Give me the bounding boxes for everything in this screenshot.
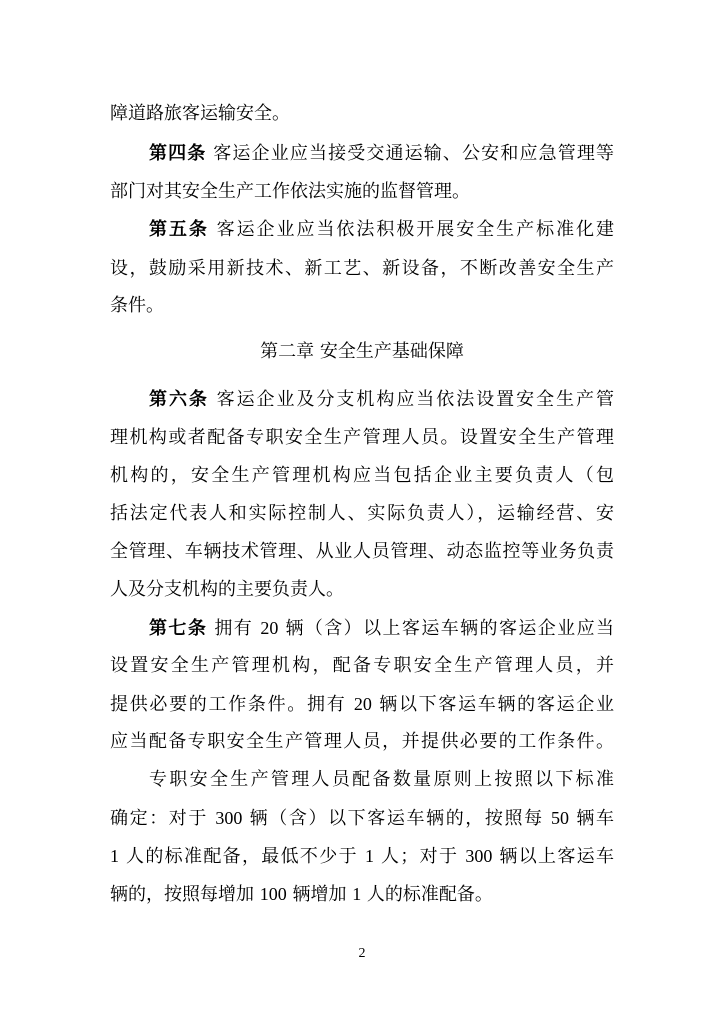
text-line: 障道路旅客运输安全。 (110, 103, 290, 124)
article-5-line-2: 设，鼓励采用新技术、新工艺、新设备，不断改善安全生产 (110, 258, 614, 279)
article-number: 第七条 (149, 618, 208, 639)
staffing-line-2: 确定：对于 300 辆（含）以下客运车辆的，按照每 50 辆车 (110, 808, 614, 829)
article-4-line-1: 第四条 客运企业应当接受交通运输、公安和应急管理等 (149, 143, 614, 164)
page-number: 2 (358, 946, 366, 961)
article-6-line-2: 理机构或者配备专职安全生产管理人员。设置安全生产管理 (110, 427, 614, 448)
article-5-line-3: 条件。 (110, 295, 164, 316)
staffing-line-1: 专职安全生产管理人员配备数量原则上按照以下标准 (149, 769, 614, 790)
article-7-line-2: 设置安全生产管理机构，配备专职安全生产管理人员，并 (110, 655, 614, 676)
staffing-line-3: 1 人的标准配备，最低不少于 1 人；对于 300 辆以上客运车 (110, 846, 614, 867)
chapter-heading: 第二章 安全生产基础保障 (260, 341, 464, 362)
article-7-line-4: 应当配备专职安全生产管理人员，并提供必要的工作条件。 (110, 731, 614, 752)
staffing-line-4: 辆的，按照每增加 100 辆增加 1 人的标准配备。 (110, 884, 493, 905)
article-7-line-3: 提供必要的工作条件。拥有 20 辆以下客运车辆的客运企业 (110, 694, 614, 715)
article-6-line-1: 第六条 客运企业及分支机构应当依法设置安全生产管 (149, 389, 614, 410)
article-6-line-3: 机构的，安全生产管理机构应当包括企业主要负责人（包 (110, 465, 614, 486)
article-number: 第四条 (149, 143, 207, 164)
article-6-line-5: 全管理、车辆技术管理、从业人员管理、动态监控等业务负责 (110, 541, 614, 562)
article-6-line-4: 括法定代表人和实际控制人、实际负责人），运输经营、安 (110, 503, 614, 524)
article-5-line-1: 第五条 客运企业应当依法积极开展安全生产标准化建 (149, 219, 614, 240)
article-6-line-6: 人及分支机构的主要负责人。 (110, 579, 344, 600)
article-4-line-2: 部门对其安全生产工作依法实施的监督管理。 (110, 181, 470, 202)
article-number: 第六条 (149, 389, 209, 410)
article-7-line-1: 第七条 拥有 20 辆（含）以上客运车辆的客运企业应当 (149, 618, 614, 639)
article-number: 第五条 (149, 219, 209, 240)
